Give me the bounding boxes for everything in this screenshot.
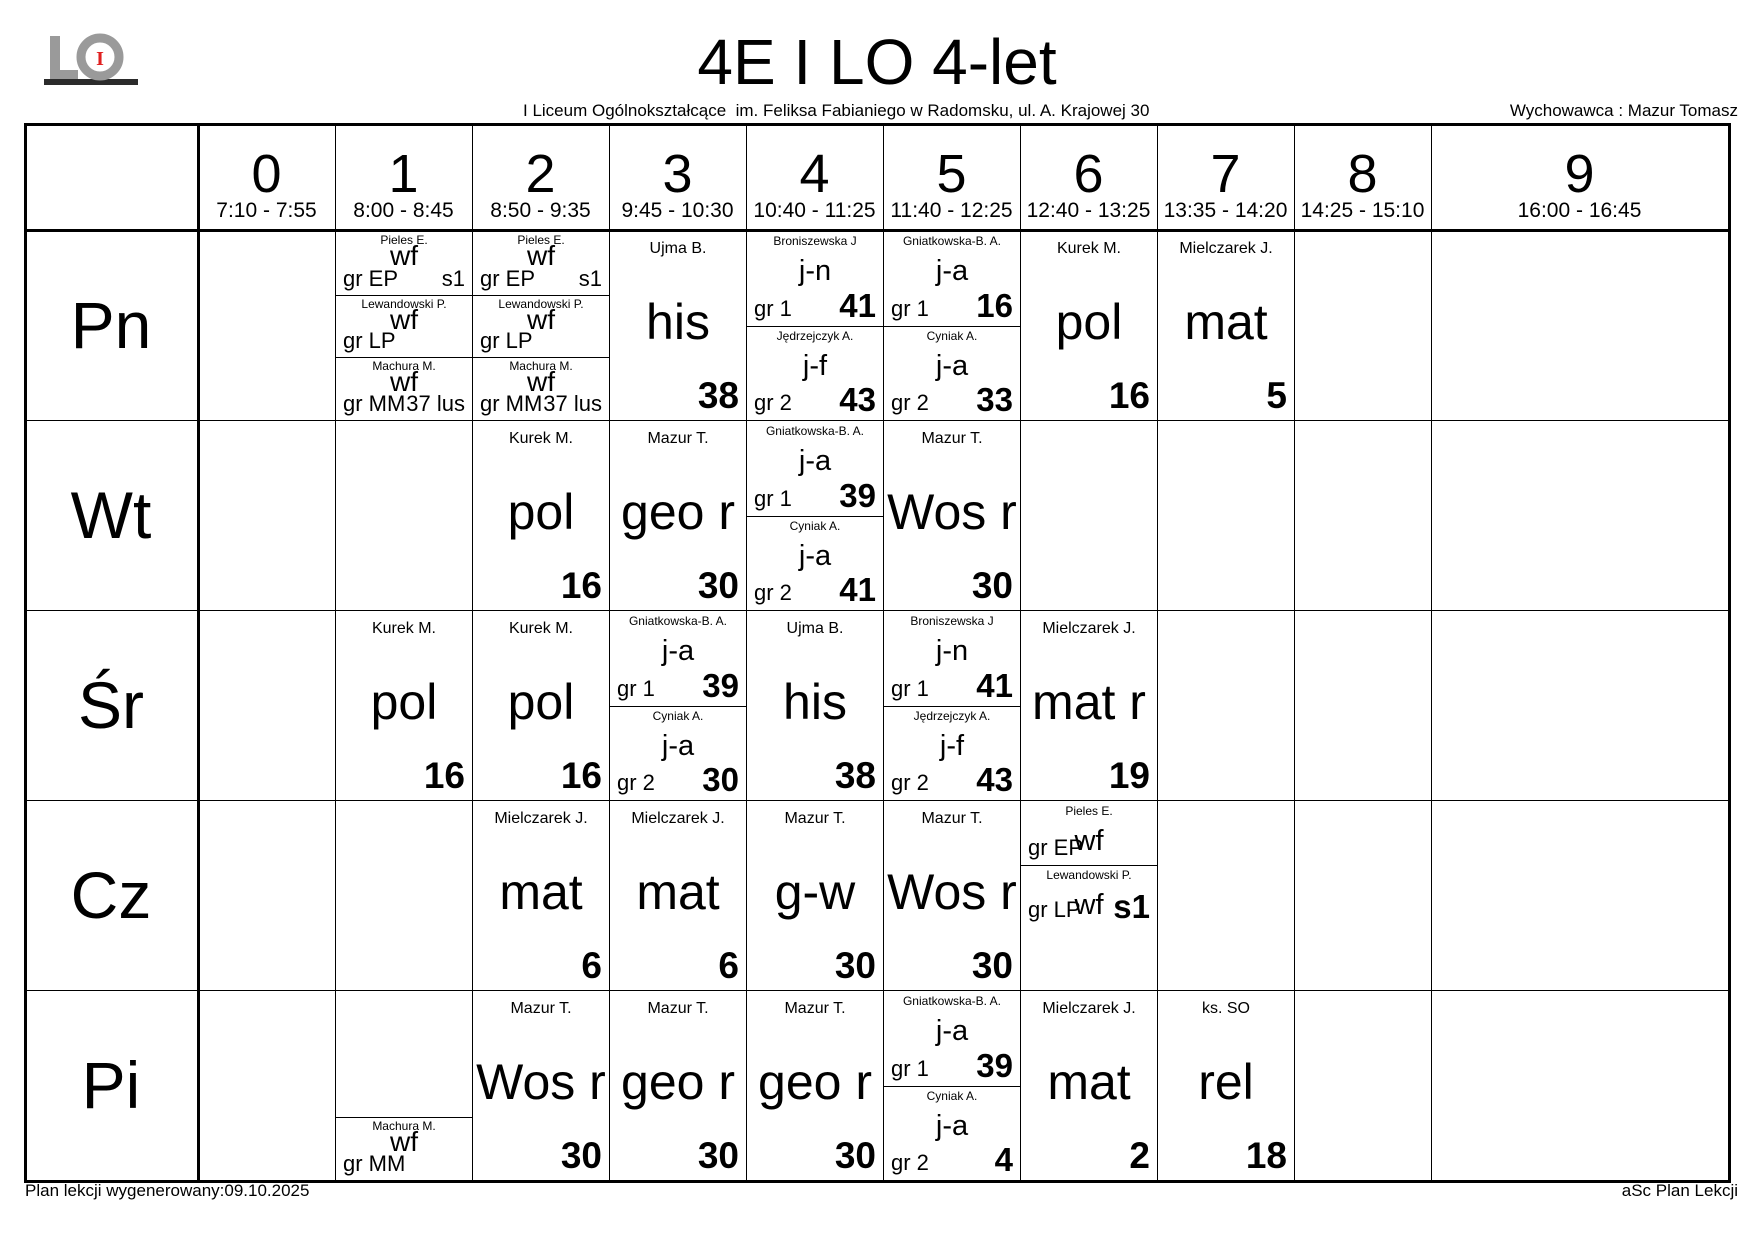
lesson-subject: j-a <box>798 540 832 572</box>
lesson-cell[interactable] <box>473 802 609 990</box>
lesson-subject: pol <box>507 484 575 540</box>
lesson-cell[interactable] <box>884 326 1020 420</box>
lesson-group: gr EP <box>343 265 399 291</box>
day-label: Wt <box>70 478 152 552</box>
lesson-subject: geo r <box>621 484 735 540</box>
lesson-subject: pol <box>370 674 438 730</box>
lesson-cell[interactable] <box>336 232 472 295</box>
lesson-subject: Wos r <box>887 864 1017 920</box>
period-header <box>335 126 472 230</box>
lesson-cell[interactable] <box>336 1117 472 1180</box>
lesson-cell[interactable] <box>1021 992 1157 1180</box>
period-number: 3 <box>662 144 693 204</box>
lesson-teacher: Cyniak A. <box>652 709 704 723</box>
day-label: Śr <box>78 668 144 742</box>
lesson-teacher: Broniszewska J <box>910 614 994 628</box>
page-title: 4E I LO 4-let <box>697 26 1057 98</box>
period-time: 7:10 - 7:55 <box>216 199 317 222</box>
lesson-cell[interactable] <box>336 357 472 420</box>
lesson-teacher: Mazur T. <box>784 810 846 827</box>
lesson-cell[interactable] <box>747 516 883 610</box>
lesson-room: 38 <box>834 755 876 796</box>
lesson-teacher: Jędrzejczyk A. <box>776 329 854 343</box>
lesson-room: 39 <box>976 1047 1013 1084</box>
period-time: 9:45 - 10:30 <box>621 199 734 222</box>
lesson-cell[interactable] <box>473 357 609 420</box>
lesson-subject: wf <box>1074 888 1104 921</box>
lesson-teacher: Mielczarek J. <box>631 810 725 827</box>
lesson-teacher: Gniatkowska-B. A. <box>902 994 1002 1008</box>
lesson-teacher: Cyniak A. <box>926 329 978 343</box>
lesson-subject: mat <box>636 864 720 920</box>
period-header <box>472 126 609 230</box>
lesson-room: 39 <box>702 667 739 704</box>
period-number: 6 <box>1073 144 1104 204</box>
lesson-teacher: Mielczarek J. <box>1042 1000 1136 1017</box>
lesson-group: gr 1 <box>617 676 655 701</box>
lesson-room: 38 <box>697 375 739 416</box>
lesson-subject: pol <box>1055 294 1123 350</box>
lesson-group: gr LP <box>1028 897 1081 923</box>
lesson-room: 18 <box>1245 1135 1287 1176</box>
day-label: Pi <box>81 1048 141 1122</box>
lesson-room: s1 <box>1113 888 1150 926</box>
day-label: Cz <box>70 858 152 932</box>
lesson-cell[interactable] <box>473 992 609 1180</box>
period-header <box>609 126 746 230</box>
lesson-group: gr MM <box>343 1150 406 1176</box>
lesson-group: gr EP <box>480 265 536 291</box>
period-header <box>883 126 1020 230</box>
lesson-teacher: Mielczarek J. <box>1179 240 1273 257</box>
lesson-subject: j-a <box>798 445 832 477</box>
lesson-teacher: Mazur T. <box>921 810 983 827</box>
lesson-cell[interactable] <box>336 295 472 358</box>
lesson-room: 39 <box>839 477 876 514</box>
period-number: 2 <box>525 144 556 204</box>
period-header <box>746 126 883 230</box>
lesson-cell[interactable] <box>610 706 746 800</box>
period-header <box>1294 126 1431 230</box>
lesson-group: gr LP <box>480 328 533 354</box>
period-number: 1 <box>388 144 419 204</box>
period-time: 12:40 - 13:25 <box>1026 199 1151 222</box>
lesson-subject: his <box>646 294 710 350</box>
app-name: aSc Plan Lekcji <box>1621 1181 1738 1200</box>
lesson-cell[interactable] <box>610 232 746 420</box>
period-number: 8 <box>1347 144 1378 204</box>
period-header <box>1431 126 1728 230</box>
lesson-teacher: Broniszewska J <box>773 234 857 248</box>
lesson-teacher: Mielczarek J. <box>1042 620 1136 637</box>
lesson-cell[interactable] <box>747 422 883 516</box>
lesson-group: gr 2 <box>754 580 792 605</box>
lesson-cell[interactable] <box>1021 232 1157 420</box>
lesson-subject: j-a <box>661 635 695 667</box>
period-number: 5 <box>936 144 967 204</box>
lesson-teacher: Lewandowski P. <box>1046 867 1132 882</box>
lesson-room: 16 <box>560 755 602 796</box>
period-number: 7 <box>1210 144 1241 204</box>
lesson-teacher: Machura M. <box>372 359 436 374</box>
logo-mark: I <box>96 48 104 70</box>
lesson-group: gr 1 <box>754 296 792 321</box>
lesson-group: gr LP <box>343 328 396 354</box>
grid-hline <box>27 800 1728 801</box>
lesson-teacher: Gniatkowska-B. A. <box>628 614 728 628</box>
lesson-room: 37 lus <box>543 390 602 416</box>
lesson-teacher: Pieles E. <box>1065 804 1113 818</box>
lesson-cell[interactable] <box>884 232 1020 326</box>
lesson-subject: j-n <box>935 635 969 667</box>
lesson-room: 43 <box>976 761 1013 798</box>
lesson-teacher: Gniatkowska-B. A. <box>765 424 865 438</box>
lesson-teacher: Ujma B. <box>786 620 844 637</box>
lesson-subject: wf <box>390 240 418 271</box>
lesson-room: 30 <box>560 1135 602 1176</box>
lesson-cell[interactable] <box>747 802 883 990</box>
lesson-room: 4 <box>994 1141 1013 1178</box>
period-time: 13:35 - 14:20 <box>1163 199 1288 222</box>
lesson-subject: wf <box>390 303 418 335</box>
period-header <box>198 126 335 230</box>
grid-vline <box>197 126 200 1180</box>
lesson-teacher: Lewandowski P. <box>361 296 447 311</box>
lesson-group: gr 1 <box>891 1056 929 1081</box>
lesson-teacher: Kurek M. <box>508 430 573 447</box>
period-number: 4 <box>799 144 830 204</box>
lesson-room: s1 <box>441 265 465 291</box>
lesson-group: gr EP <box>1028 834 1084 860</box>
lesson-group: gr 2 <box>891 770 929 795</box>
lesson-subject: mat <box>499 864 583 920</box>
lesson-subject: Wos r <box>887 484 1017 540</box>
lesson-room: 43 <box>839 381 876 418</box>
lesson-subject: wf <box>527 240 555 271</box>
lesson-room: 41 <box>976 667 1013 704</box>
grid-vline <box>1294 126 1295 1180</box>
lesson-teacher: Mazur T. <box>647 1000 709 1017</box>
lesson-subject: wf <box>527 303 555 335</box>
lesson-room: 33 <box>976 381 1013 418</box>
lesson-subject: j-n <box>798 255 832 287</box>
lesson-cell[interactable] <box>473 232 609 295</box>
day-label: Pn <box>70 288 152 362</box>
lesson-teacher: Pieles E. <box>517 233 565 247</box>
class-tutor: Wychowawca : Mazur Tomasz <box>1509 101 1738 120</box>
lesson-cell[interactable] <box>1158 232 1294 420</box>
period-time: 10:40 - 11:25 <box>753 199 876 222</box>
lesson-cell[interactable] <box>747 992 883 1180</box>
lesson-room: 30 <box>971 565 1013 606</box>
period-header <box>1020 126 1157 230</box>
lesson-group: gr 1 <box>754 486 792 511</box>
lesson-room: 41 <box>839 571 876 608</box>
lesson-cell[interactable] <box>1021 612 1157 800</box>
lesson-subject: j-f <box>802 350 828 382</box>
lesson-subject: mat <box>1047 1054 1131 1110</box>
period-time: 14:25 - 15:10 <box>1300 199 1425 222</box>
lesson-room: 2 <box>1129 1135 1150 1176</box>
lesson-teacher: Mazur T. <box>510 1000 572 1017</box>
period-time: 8:50 - 9:35 <box>490 199 591 222</box>
lesson-room: 30 <box>702 761 739 798</box>
lesson-room: 16 <box>560 565 602 606</box>
lesson-group: gr 2 <box>617 770 655 795</box>
lesson-group: gr 2 <box>754 390 792 415</box>
lesson-room: 30 <box>971 945 1013 986</box>
lesson-teacher: Ujma B. <box>649 240 707 257</box>
lesson-cell[interactable] <box>747 232 883 326</box>
timetable-grid <box>24 123 1731 1183</box>
lesson-teacher: Gniatkowska-B. A. <box>902 234 1002 248</box>
lesson-subject: mat <box>1184 294 1268 350</box>
lesson-cell[interactable] <box>610 992 746 1180</box>
lesson-subject: j-a <box>935 1015 969 1047</box>
lesson-room: s1 <box>578 265 602 291</box>
lesson-room: 6 <box>581 945 602 986</box>
lesson-cell[interactable] <box>884 706 1020 800</box>
lesson-cell[interactable] <box>473 612 609 800</box>
generated-date: Plan lekcji wygenerowany:09.10.2025 <box>25 1181 310 1200</box>
lesson-cell[interactable] <box>473 295 609 358</box>
lesson-subject: g-w <box>774 864 856 920</box>
lesson-room: 30 <box>834 1135 876 1176</box>
lesson-subject: geo r <box>621 1054 735 1110</box>
lesson-subject: j-a <box>935 255 969 287</box>
lesson-cell[interactable] <box>884 1086 1020 1180</box>
lesson-subject: j-a <box>935 350 969 382</box>
lesson-subject: j-f <box>939 730 965 762</box>
lesson-subject: mat r <box>1032 674 1146 730</box>
grid-hline <box>27 990 1728 991</box>
lesson-teacher: Jędrzejczyk A. <box>913 709 991 723</box>
lesson-cell[interactable] <box>336 612 472 800</box>
lesson-room: 16 <box>976 287 1013 324</box>
lesson-cell[interactable] <box>884 422 1020 610</box>
lesson-room: 5 <box>1266 375 1287 416</box>
lesson-cell[interactable] <box>884 992 1020 1086</box>
lesson-subject: his <box>783 674 847 730</box>
lesson-teacher: Kurek M. <box>508 620 573 637</box>
lesson-teacher: Machura M. <box>509 359 573 374</box>
lesson-subject: wf <box>390 366 418 398</box>
lesson-subject: j-a <box>935 1110 969 1142</box>
lesson-group: gr MM <box>343 390 406 416</box>
period-header <box>1157 126 1294 230</box>
lesson-subject: j-a <box>661 730 695 762</box>
lesson-teacher: Cyniak A. <box>789 519 841 533</box>
lesson-cell[interactable] <box>1021 865 1157 928</box>
lesson-room: 30 <box>834 945 876 986</box>
lesson-subject: wf <box>390 1126 418 1158</box>
lesson-group: gr MM <box>480 390 543 416</box>
lesson-group: gr 2 <box>891 390 929 415</box>
grid-hline <box>27 610 1728 611</box>
lesson-teacher: ks. SO <box>1201 1000 1250 1017</box>
lesson-teacher: Kurek M. <box>1056 240 1121 257</box>
lesson-cell[interactable] <box>884 612 1020 706</box>
lesson-cell[interactable] <box>610 422 746 610</box>
period-number: 9 <box>1564 144 1595 204</box>
lesson-teacher: Machura M. <box>372 1119 436 1134</box>
period-time: 16:00 - 16:45 <box>1517 199 1642 222</box>
lesson-subject: wf <box>527 366 555 398</box>
lesson-teacher: Mielczarek J. <box>494 810 588 827</box>
lesson-group: gr 2 <box>891 1150 929 1175</box>
lesson-cell[interactable] <box>610 612 746 706</box>
lesson-group: gr 1 <box>891 296 929 321</box>
lesson-cell[interactable] <box>747 612 883 800</box>
lesson-room: 16 <box>1108 375 1150 416</box>
grid-vline <box>1431 126 1432 1180</box>
lesson-room: 30 <box>697 1135 739 1176</box>
lesson-room: 41 <box>839 287 876 324</box>
school-name: I Liceum Ogólnokształcące im. Feliksa Fabianiego w Radomsku, ul. A. Krajowej 30 <box>523 101 1150 120</box>
period-number: 0 <box>251 144 282 204</box>
lesson-cell[interactable] <box>1021 802 1157 865</box>
lesson-teacher: Lewandowski P. <box>498 296 584 311</box>
lesson-teacher: Kurek M. <box>371 620 436 637</box>
lesson-cell[interactable] <box>884 802 1020 990</box>
lesson-room: 19 <box>1108 755 1150 796</box>
period-time: 11:40 - 12:25 <box>890 199 1013 222</box>
lesson-room: 6 <box>718 945 739 986</box>
lesson-subject: pol <box>507 674 575 730</box>
lesson-room: 30 <box>697 565 739 606</box>
lesson-teacher: Mazur T. <box>784 1000 846 1017</box>
lesson-subject: wf <box>1074 825 1104 857</box>
lesson-teacher: Mazur T. <box>921 430 983 447</box>
lesson-subject: rel <box>1198 1054 1254 1110</box>
lesson-teacher: Pieles E. <box>380 233 428 247</box>
lesson-room: 37 lus <box>406 390 465 416</box>
lesson-cell[interactable] <box>747 326 883 420</box>
grid-hline <box>27 420 1728 421</box>
lesson-subject: Wos r <box>476 1054 606 1110</box>
lesson-cell[interactable] <box>1158 992 1294 1180</box>
lesson-teacher: Mazur T. <box>647 430 709 447</box>
lesson-group: gr 1 <box>891 676 929 701</box>
lesson-cell[interactable] <box>473 422 609 610</box>
lesson-teacher: Cyniak A. <box>926 1089 978 1103</box>
period-time: 8:00 - 8:45 <box>353 199 454 222</box>
lesson-subject: geo r <box>758 1054 872 1110</box>
lesson-cell[interactable] <box>610 802 746 990</box>
lesson-room: 16 <box>423 755 465 796</box>
